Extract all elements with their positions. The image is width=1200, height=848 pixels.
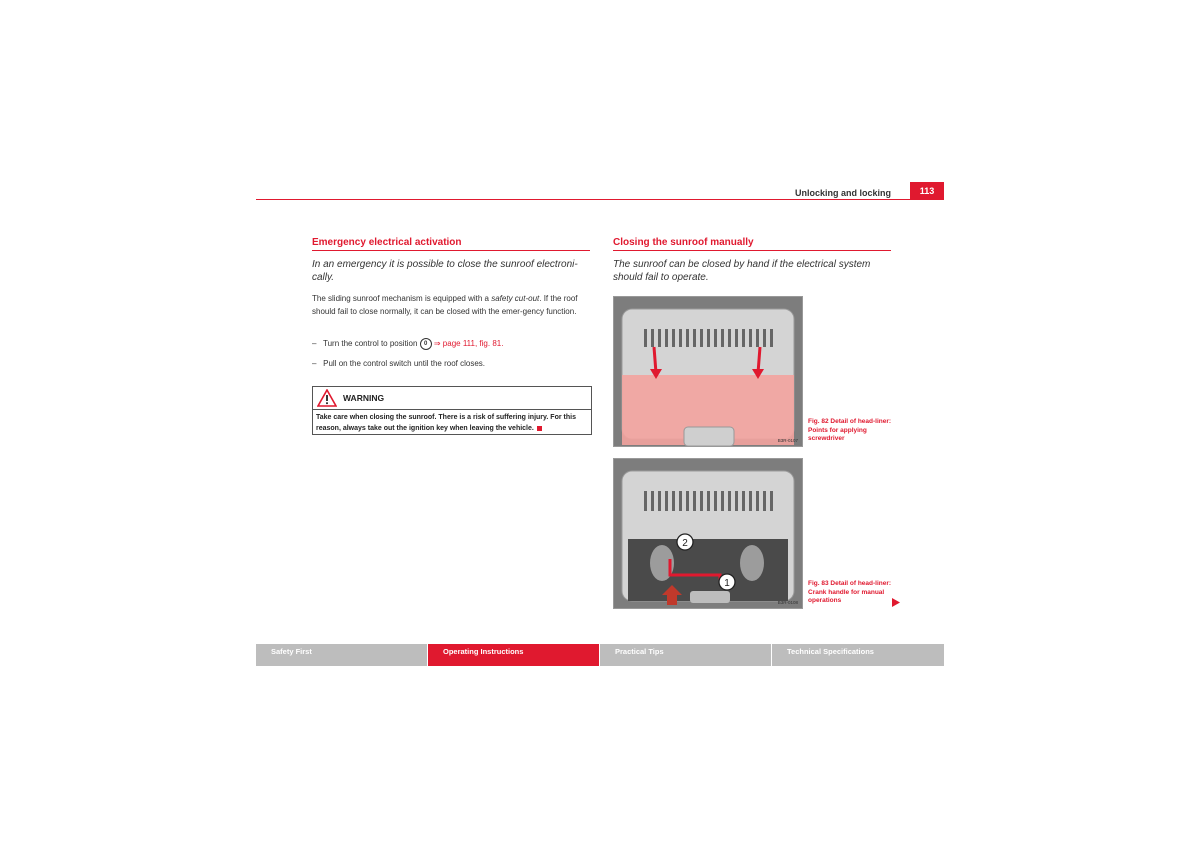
para-text-1: The sliding sunroof mechanism is equipped with a [312,294,492,303]
page-reference-link[interactable]: ⇒ page 111, fig. 81. [433,339,504,349]
footer-tab-safety-first[interactable]: Safety First [256,644,427,666]
running-header-title: Unlocking and locking [794,188,891,198]
figure-82-caption: Fig. 82 Detail of head-liner: Points for applying screwdriver [808,418,892,442]
para-text-2: . If the roof should fail to close normally, it can be closed with the emer-gency function. [312,294,578,316]
footer-tab-practical-tips[interactable]: Practical Tips [600,644,771,666]
intro-emergency: In an emergency it is possible to close the sunroof electroni-cally. [312,259,578,283]
figure-82-code: B3R-0107 [777,438,798,443]
warning-body-text: Take care when closing the sunroof. There is a risk of suffering injury. For this reason, always take out the ignition key when leaving the vehicle. [316,414,576,432]
para-emphasis: safety cut-out [491,294,540,303]
warning-header [313,387,591,410]
position-symbol: 0 [420,338,432,350]
callout-2-label: 2 [682,538,688,549]
section-heading-manual: Closing the sunroof manually [613,237,891,251]
dash: – [312,359,317,368]
warning-text [313,410,591,436]
warning-title: WARNING [343,393,385,403]
page-number: 113 [910,182,944,200]
footer-tab-technical-specifications[interactable]: Technical Specifications [772,644,944,666]
footer-tab-operating-instructions[interactable]: Operating Instructions [428,644,599,666]
warning-box [312,386,592,435]
figure-83-code: B3R-0108 [777,600,798,605]
callout-1-label: 1 [724,578,730,589]
headliner-screwdriver-illustration [614,297,802,446]
intro-manual: The sunroof can be closed by hand if the electrical system should fail to operate. [613,259,871,283]
step-2 [312,358,592,371]
body-paragraph [312,293,592,318]
section-heading-emergency: Emergency electrical activation [312,237,590,251]
dash: – [312,339,317,349]
headliner-crank-illustration [614,459,802,608]
header-rule [256,199,944,200]
warning-triangle-icon [317,389,337,407]
continue-arrow-icon [892,598,900,607]
end-mark-icon [537,426,542,431]
figure-83-caption: Fig. 83 Detail of head-liner: Crank handle for manual operations [808,580,892,604]
figure-83-image [613,458,803,609]
step-2-text: Pull on the control switch until the roof closes. [323,359,485,368]
step-1 [312,338,592,351]
figure-82-image [613,296,803,447]
step-1-text: Turn the control to position [322,339,418,349]
